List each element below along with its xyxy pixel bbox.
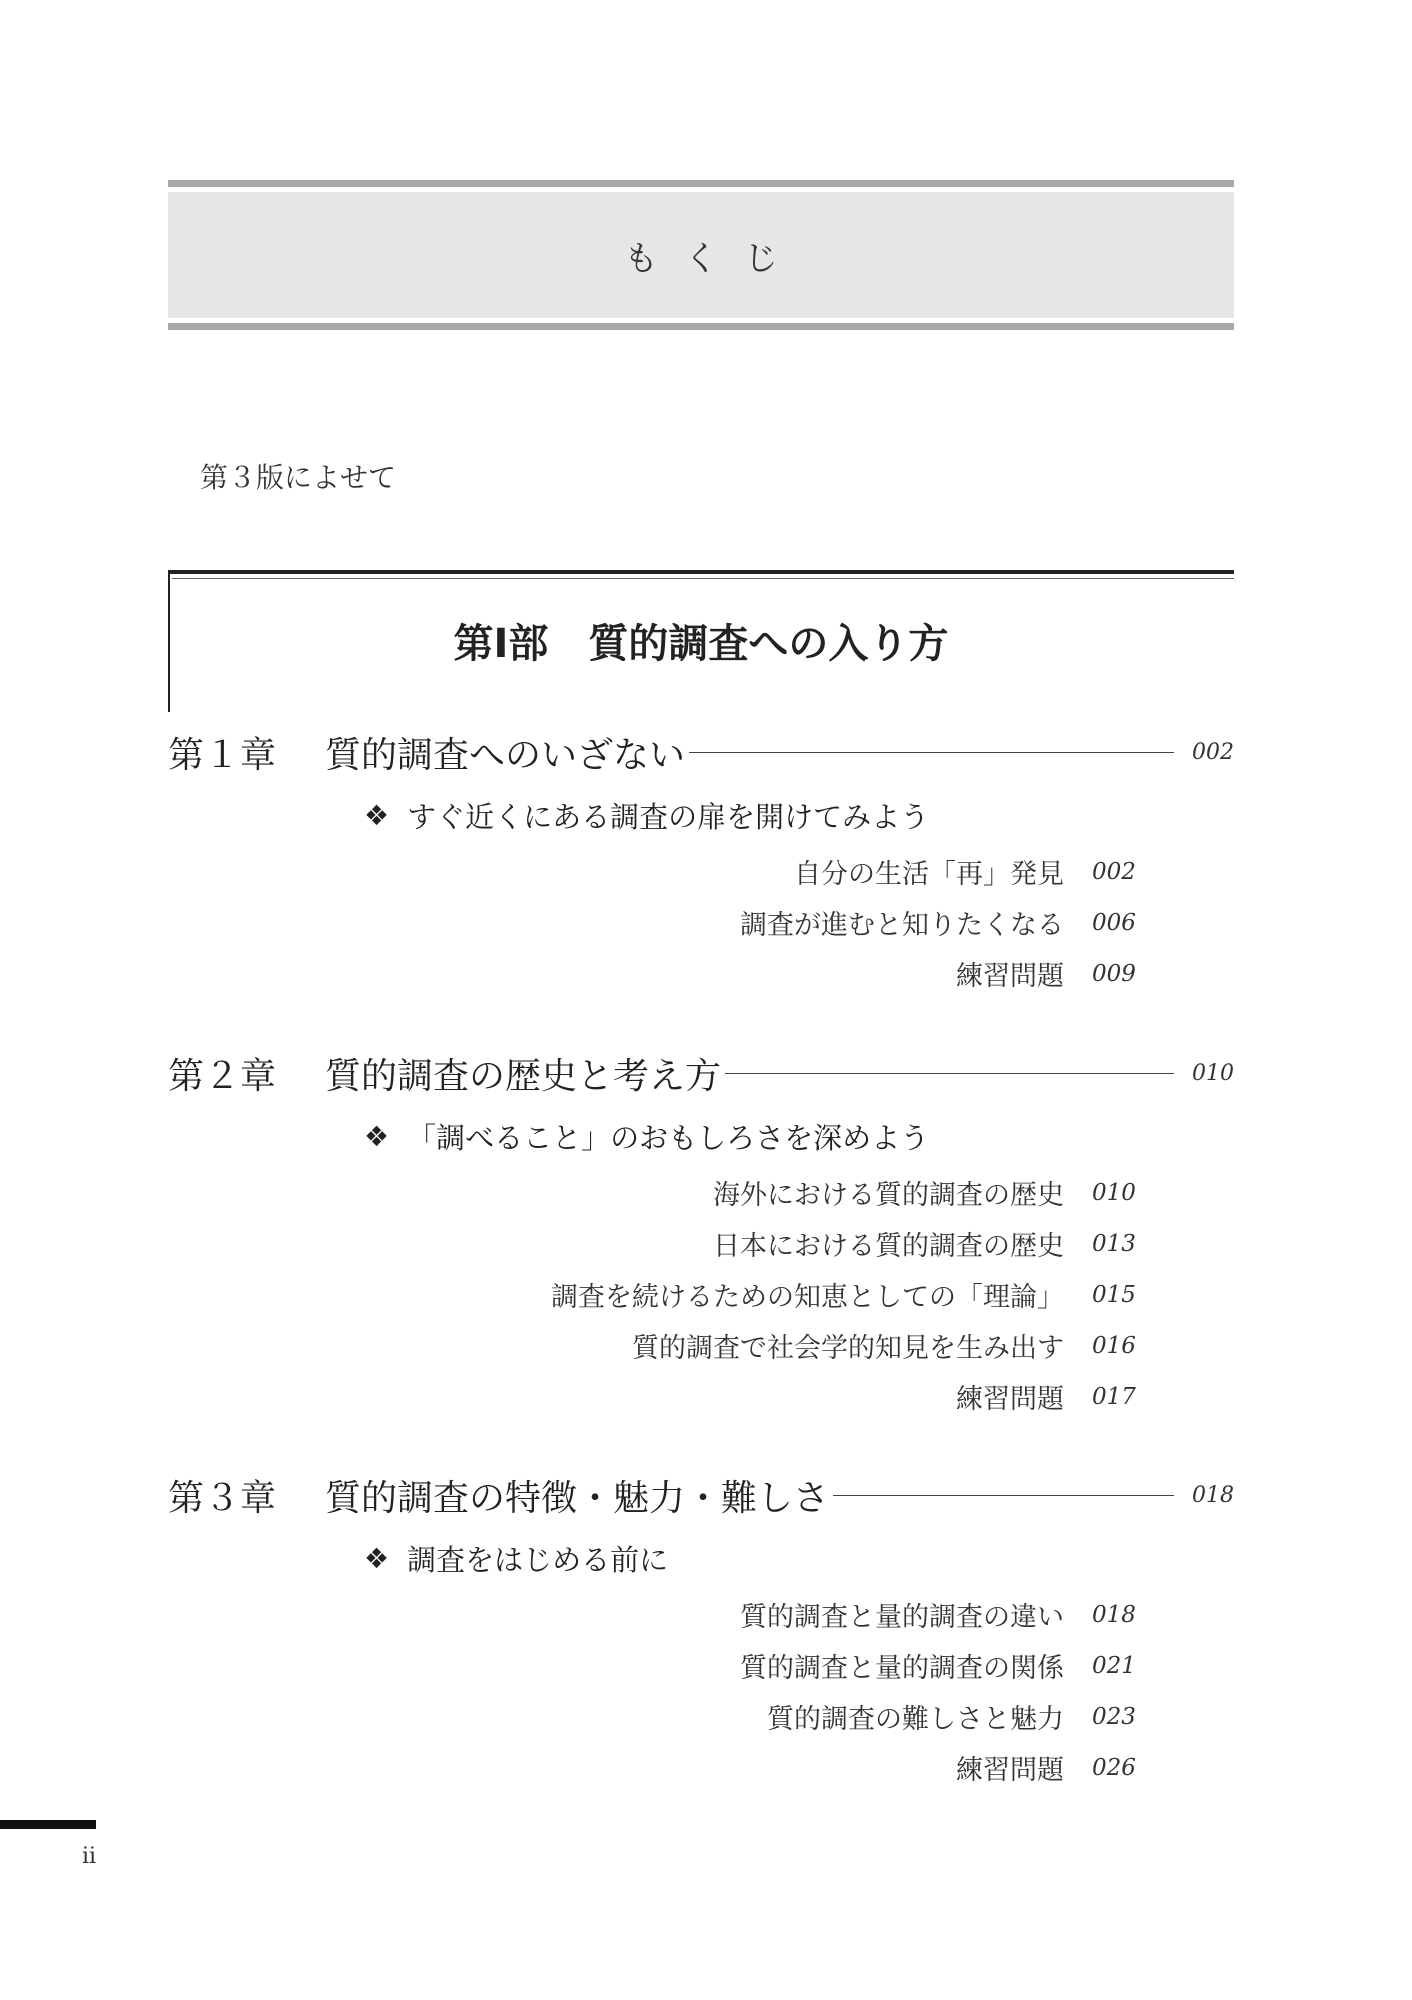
chapter-heading[interactable]: [168, 1465, 1234, 1525]
theme-text: 調査をはじめる前に: [407, 1542, 669, 1577]
leader-line: [833, 1495, 1174, 1496]
section-title: 練習問題: [956, 961, 1064, 992]
section-title: 日本における質的調査の歴史: [713, 1231, 1064, 1262]
chapter-number: 第３章: [168, 1477, 277, 1519]
part-thin-rule: [172, 578, 1234, 579]
section-list: [168, 846, 1234, 999]
section-entry[interactable]: [168, 1371, 1234, 1422]
header-band: [168, 192, 1234, 318]
chapter-theme: [364, 1535, 1234, 1581]
chapter-heading[interactable]: [168, 1043, 1234, 1103]
chapter-2: [168, 1043, 1234, 1422]
section-entry[interactable]: [168, 1742, 1234, 1793]
diamond-bullet-icon: ❖: [364, 798, 390, 832]
section-entry[interactable]: [168, 1691, 1234, 1742]
section-title: 調査を続けるための知恵としての「理論」: [551, 1282, 1064, 1313]
chapter-title: 質的調査の歴史と考え方: [325, 1055, 722, 1097]
toc-header: [168, 180, 1234, 330]
chapter-heading[interactable]: [168, 722, 1234, 782]
section-title: 調査が進むと知りたくなる: [740, 910, 1064, 941]
header-bottom-rule: [168, 323, 1234, 330]
chapter-page: 002: [1192, 739, 1234, 765]
chapter-theme: [364, 1113, 1234, 1159]
section-title: 質的調査と量的調査の違い: [740, 1602, 1064, 1633]
section-entry[interactable]: [168, 1269, 1234, 1320]
section-entry[interactable]: [168, 1589, 1234, 1640]
chapter-number: 第１章: [168, 734, 277, 776]
section-entry[interactable]: [168, 1167, 1234, 1218]
section-page: 013: [1092, 1230, 1136, 1257]
leader-line: [725, 1073, 1174, 1074]
theme-text: すぐ近くにある調査の扉を開けてみよう: [407, 799, 930, 834]
part-title[interactable]: 第Ⅰ部 質的調査への入り方: [453, 621, 949, 667]
chapter-page: 018: [1192, 1482, 1234, 1508]
footer-bar: [0, 1820, 96, 1829]
section-page: 009: [1092, 960, 1136, 987]
section-entry[interactable]: [168, 948, 1234, 999]
page-title: もくじ: [624, 238, 804, 279]
section-page: 017: [1092, 1383, 1136, 1410]
section-page: 010: [1092, 1179, 1136, 1206]
section-page: 006: [1092, 909, 1136, 936]
diamond-bullet-icon: ❖: [364, 1541, 390, 1575]
preface-entry[interactable]: 第３版によせて: [200, 461, 397, 494]
section-title: 自分の生活「再」発見: [794, 859, 1064, 890]
section-page: 015: [1092, 1281, 1136, 1308]
section-title: 練習問題: [956, 1755, 1064, 1786]
section-page: 026: [1092, 1754, 1136, 1781]
chapter-page: 010: [1192, 1060, 1234, 1086]
section-title: 質的調査で社会学的知見を生み出す: [632, 1333, 1064, 1364]
chapter-title: 質的調査へのいざない: [325, 734, 686, 776]
header-top-rule: [168, 180, 1234, 187]
section-page: 002: [1092, 858, 1136, 885]
chapter-1: [168, 722, 1234, 999]
section-title: 質的調査と量的調査の関係: [740, 1653, 1064, 1684]
page-number: ii: [82, 1844, 97, 1869]
section-title: 練習問題: [956, 1384, 1064, 1415]
section-list: [168, 1589, 1234, 1793]
section-entry[interactable]: [168, 1640, 1234, 1691]
part-heading: [168, 570, 1234, 716]
diamond-bullet-icon: ❖: [364, 1119, 390, 1153]
section-entry[interactable]: [168, 1218, 1234, 1269]
section-list: [168, 1167, 1234, 1422]
section-entry[interactable]: [168, 1320, 1234, 1371]
leader-line: [689, 752, 1174, 753]
part-top-rule: [168, 570, 1234, 574]
section-page: 016: [1092, 1332, 1136, 1359]
section-title: 海外における質的調査の歴史: [713, 1180, 1064, 1211]
section-entry[interactable]: [168, 897, 1234, 948]
section-page: 021: [1092, 1652, 1136, 1679]
theme-text: 「調べること」のおもしろさを深めよう: [407, 1120, 930, 1155]
section-title: 質的調査の難しさと魅力: [767, 1704, 1064, 1735]
chapter-number: 第２章: [168, 1055, 277, 1097]
chapter-3: [168, 1465, 1234, 1793]
section-entry[interactable]: [168, 846, 1234, 897]
section-page: 018: [1092, 1601, 1136, 1628]
chapter-theme: [364, 792, 1234, 838]
chapter-title: 質的調査の特徴・魅力・難しさ: [325, 1477, 830, 1519]
section-page: 023: [1092, 1703, 1136, 1730]
